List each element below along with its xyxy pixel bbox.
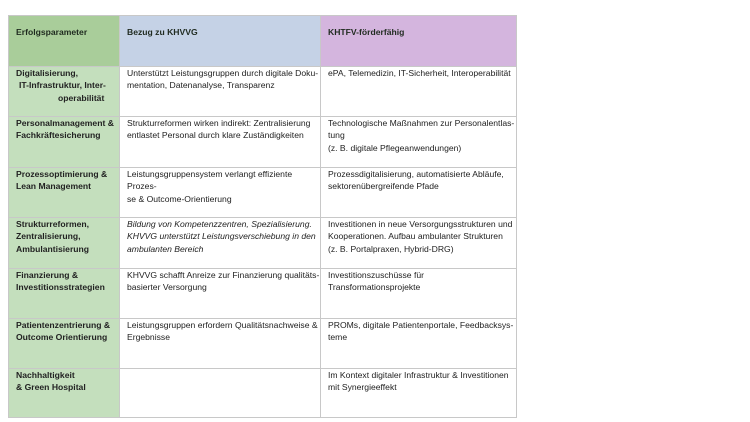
khvvg-cell (120, 117, 321, 168)
param-line: Outcome Orientierung (16, 332, 108, 343)
table-row (9, 117, 517, 168)
param-line: Finanzierung & (16, 270, 79, 280)
param-cell (9, 67, 120, 117)
fund-line: Technologische Maßnahmen zur Personalentlas- (328, 118, 515, 128)
fund-line: sektorenübergreifende Pfade (328, 181, 439, 192)
ref-line: basierter Versorgung (127, 282, 207, 293)
khvvg-cell (120, 319, 321, 369)
ref-line: Bildung von Kompetenzzentren, Spezialisierung. (127, 219, 312, 229)
param-line: operabilität (58, 92, 105, 103)
ref-line: ambulanten Bereich (127, 243, 204, 254)
param-line: Patientenzentrierung & (16, 320, 111, 330)
param-line: & Green Hospital (16, 382, 86, 393)
table-row (9, 319, 517, 369)
fund-line: mit Synergieeffekt (328, 382, 397, 393)
param-cell (9, 369, 120, 418)
ref-line: mentation, Datenanalyse, Transparenz (127, 80, 275, 91)
param-line: Lean Management (16, 181, 91, 192)
param-line: Personalmanagement & (16, 118, 114, 128)
khtfv-cell (321, 67, 517, 117)
param-line: Fachkräftesicherung (16, 130, 101, 141)
param-cell (9, 269, 120, 319)
khvvg-cell (120, 168, 321, 218)
param-cell (9, 117, 120, 168)
header-khtfv-foerderfaehig: KHTFV-förderfähig (321, 16, 517, 67)
fund-line: tung (328, 130, 345, 141)
khtfv-cell (321, 269, 517, 319)
fund-line: (z. B. Portalpraxen, Hybrid-DRG) (328, 243, 454, 254)
khtfv-cell (321, 369, 517, 418)
param-line: Digitalisierung, (16, 68, 79, 78)
ref-line: Ergebnisse (127, 332, 170, 343)
ref-line: Leistungsgruppensystem verlangt effiziente Prozes- (127, 169, 293, 192)
khvvg-cell-empty (120, 369, 321, 418)
header-row (9, 16, 517, 67)
param-line: Prozessoptimierung & (16, 169, 108, 179)
fund-line: (z. B. digitale Pflegeanwendungen) (328, 142, 462, 153)
khvvg-cell (120, 269, 321, 319)
khtfv-cell (321, 168, 517, 218)
ref-line: Unterstützt Leistungsgruppen durch digitale Doku- (127, 68, 319, 78)
param-line: Nachhaltigkeit (16, 370, 75, 380)
param-cell (9, 168, 120, 218)
khtfv-cell (321, 218, 517, 269)
fund-line: PROMs, digitale Patientenportale, Feedbacksys- (328, 320, 514, 330)
success-parameter-table (8, 15, 517, 418)
fund-line: Kooperationen. Aufbau ambulanter Strukturen (328, 231, 503, 242)
table-row (9, 269, 517, 319)
fund-line: Im Kontext digitaler Infrastruktur & Investitionen (328, 370, 509, 380)
fund-line: Investitionszuschüsse für Transformationsprojekte (328, 270, 425, 293)
header-erfolgsparameter: Erfolgsparameter (9, 16, 120, 67)
ref-line: se & Outcome-Orientierung (127, 193, 232, 204)
khtfv-cell (321, 319, 517, 369)
khvvg-cell (120, 67, 321, 117)
fund-line: Prozessdigitalisierung, automatisierte Abläufe, (328, 169, 504, 179)
fund-line: Investitionen in neue Versorgungsstrukturen und (328, 219, 513, 229)
khvvg-cell (120, 218, 321, 269)
table-row (9, 67, 517, 117)
param-line: IT-Infrastruktur, Inter- (19, 80, 106, 91)
fund-line: ePA, Telemedizin, IT-Sicherheit, Interoperabilität (328, 68, 511, 78)
ref-line: Strukturreformen wirken indirekt: Zentralisierung (127, 118, 311, 128)
khtfv-cell (321, 117, 517, 168)
ref-line: KHVVG schafft Anreize zur Finanzierung qualitäts- (127, 270, 320, 280)
table-row (9, 369, 517, 418)
table-row (9, 218, 517, 269)
param-cell (9, 218, 120, 269)
ref-line: Leistungsgruppen erfordern Qualitätsnachweise & (127, 320, 318, 330)
fund-line: teme (328, 332, 348, 343)
header-bezug-khvvg: Bezug zu KHVVG (120, 16, 321, 67)
param-cell (9, 319, 120, 369)
ref-line: entlastet Personal durch klare Zuständigkeiten (127, 130, 304, 141)
param-line: Strukturreformen, (16, 219, 90, 229)
ref-line: KHVVG unterstützt Leistungsverschiebung in den (127, 231, 316, 242)
param-line: Investitionsstrategien (16, 282, 105, 293)
table-row (9, 168, 517, 218)
param-line: Zentralisierung, (16, 231, 81, 242)
param-line: Ambulantisierung (16, 243, 90, 254)
